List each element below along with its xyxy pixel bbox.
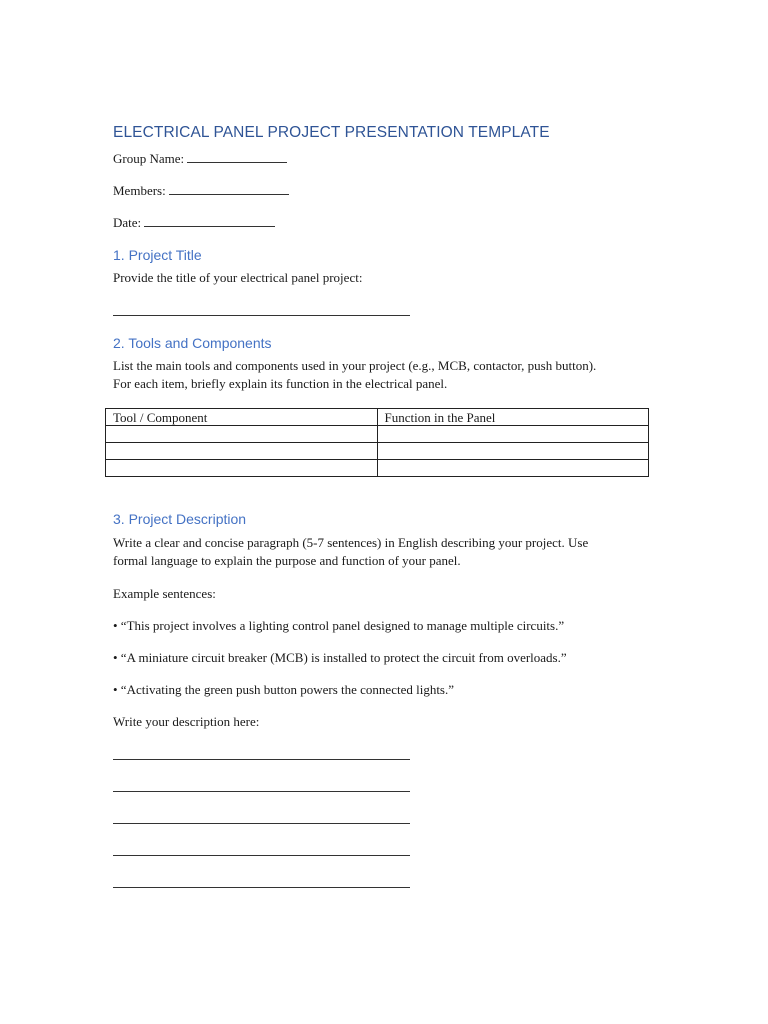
description-blank-line[interactable] xyxy=(113,823,410,824)
table-cell-tool[interactable] xyxy=(106,443,378,460)
tools-instructions-line1: List the main tools and components used in your project (e.g., MCB, contactor, push button). xyxy=(113,358,597,373)
description-blank-line[interactable] xyxy=(113,855,410,856)
description-blank-line[interactable] xyxy=(113,791,410,792)
project-title-prompt: Provide the title of your electrical panel project: xyxy=(113,270,363,285)
members-label: Members: xyxy=(113,183,166,198)
document-title: ELECTRICAL PANEL PROJECT PRESENTATION TEMPLATE xyxy=(113,124,550,141)
table-cell-function[interactable] xyxy=(377,460,649,477)
table-row xyxy=(106,460,649,477)
group-name-field[interactable] xyxy=(113,149,287,168)
example-sentences-label: Example sentences: xyxy=(113,586,216,601)
table-header-function: Function in the Panel xyxy=(377,409,649,426)
date-field[interactable] xyxy=(113,213,275,232)
tools-components-table xyxy=(105,408,649,477)
date-label: Date: xyxy=(113,215,142,230)
section-heading-tools: 2. Tools and Components xyxy=(113,335,272,351)
description-write-prompt: Write your description here: xyxy=(113,714,260,729)
example-sentence: • “This project involves a lighting control panel designed to manage multiple circuits.” xyxy=(113,618,565,633)
table-cell-tool[interactable] xyxy=(106,426,378,443)
group-name-blank[interactable] xyxy=(187,149,287,163)
table-cell-tool[interactable] xyxy=(106,460,378,477)
group-name-label: Group Name: xyxy=(113,151,185,166)
members-blank[interactable] xyxy=(169,181,289,195)
description-blank-line[interactable] xyxy=(113,887,410,888)
table-row xyxy=(106,443,649,460)
project-title-blank[interactable] xyxy=(113,315,410,316)
table-cell-function[interactable] xyxy=(377,443,649,460)
description-instructions-line1: Write a clear and concise paragraph (5-7 sentences) in English describing your project. Use xyxy=(113,535,589,550)
tools-instructions-line2: For each item, briefly explain its function in the electrical panel. xyxy=(113,376,448,391)
table-row xyxy=(106,426,649,443)
table-header-row xyxy=(106,409,649,426)
section-heading-project-title: 1. Project Title xyxy=(113,247,202,263)
example-sentence: • “A miniature circuit breaker (MCB) is installed to protect the circuit from overloads.” xyxy=(113,650,567,665)
date-blank[interactable] xyxy=(144,213,275,227)
example-sentence: • “Activating the green push button powers the connected lights.” xyxy=(113,682,455,697)
table-header-tool: Tool / Component xyxy=(106,409,378,426)
description-blank-line[interactable] xyxy=(113,759,410,760)
section-heading-description: 3. Project Description xyxy=(113,511,247,527)
description-instructions-line2: formal language to explain the purpose and function of your panel. xyxy=(113,553,461,568)
members-field[interactable] xyxy=(113,181,289,200)
table-cell-function[interactable] xyxy=(377,426,649,443)
